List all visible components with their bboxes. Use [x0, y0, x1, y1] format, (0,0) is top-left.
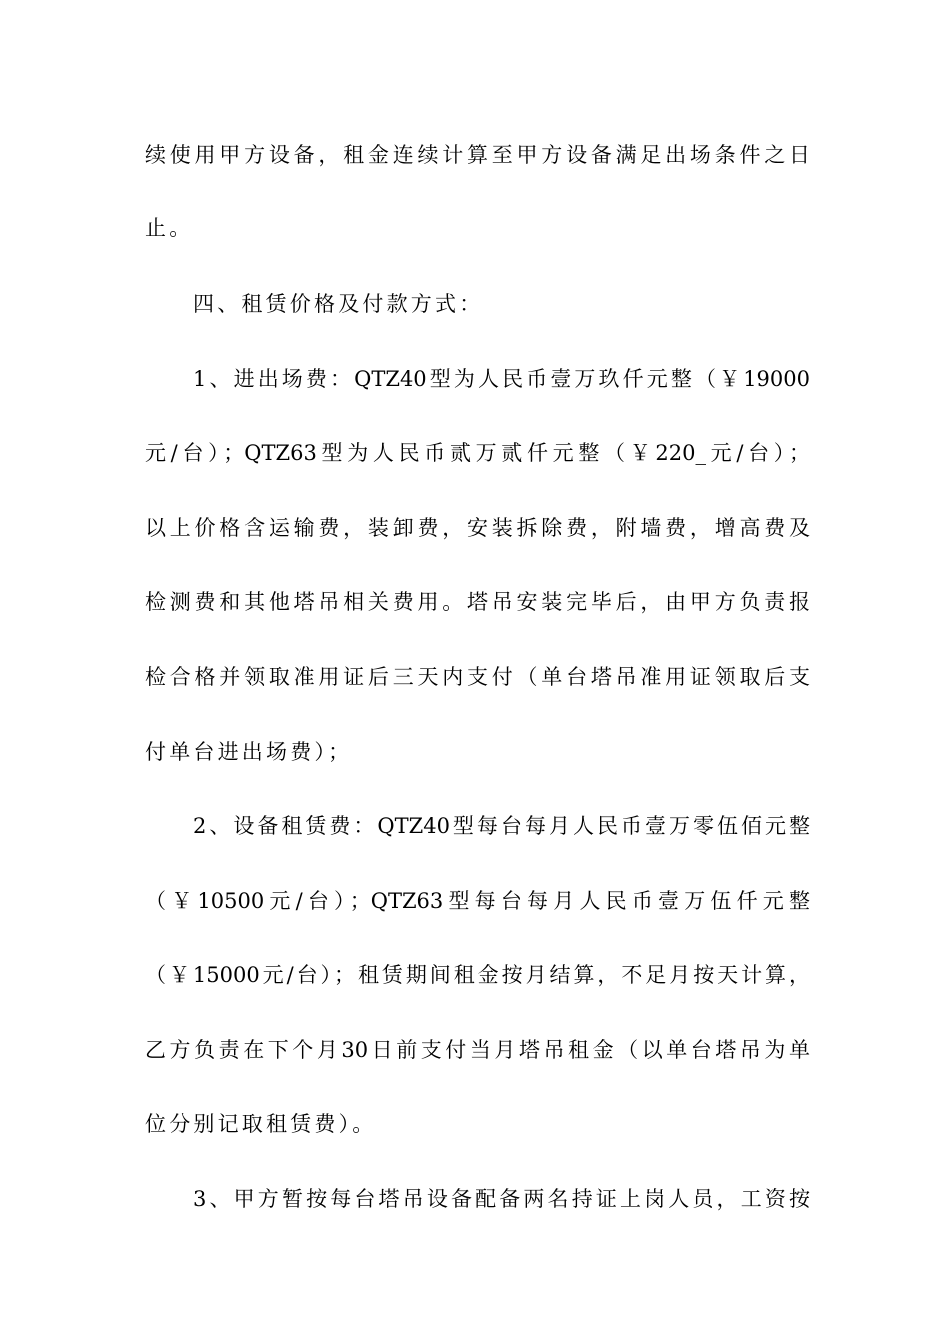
paragraph-line: 止。 — [145, 216, 194, 240]
paragraph-line: 3、甲方暂按每台塔吊设备配备两名持证上岗人员，工资按 — [193, 1187, 810, 1211]
section-heading: 四、租赁价格及付款方式： — [193, 292, 484, 316]
paragraph-line: 1、进出场费：QTZ40型为人民币壹万玖仟元整（￥19000 — [193, 367, 810, 391]
paragraph-line: 付单台进出场费）； — [145, 740, 353, 764]
paragraph-line: 检合格并领取准用证后三天内支付（单台塔吊准用证领取后支 — [145, 665, 810, 689]
paragraph-line: 位分别记取租赁费）。 — [145, 1112, 377, 1136]
paragraph-line: （￥10500元/台）；QTZ63型每台每月人民币壹万伍仟元整 — [145, 889, 810, 913]
paragraph-line: 以上价格含运输费，装卸费，安装拆除费，附墙费，增高费及 — [145, 516, 810, 540]
paragraph-line: 检测费和其他塔吊相关费用。塔吊安装完毕后，由甲方负责报 — [145, 590, 810, 614]
paragraph-line: （￥15000元/台）；租赁期间租金按月结算，不足月按天计算， — [145, 963, 810, 987]
paragraph-line: 元/台）；QTZ63型为人民币贰万贰仟元整（￥220_元/台）； — [145, 441, 810, 465]
paragraph-line: 乙方负责在下个月30日前支付当月塔吊租金（以单台塔吊为单 — [145, 1038, 810, 1062]
paragraph-line: 续使用甲方设备，租金连续计算至甲方设备满足出场条件之日 — [145, 143, 810, 167]
paragraph-line: 2、设备租赁费：QTZ40型每台每月人民币壹万零伍佰元整 — [193, 814, 810, 838]
